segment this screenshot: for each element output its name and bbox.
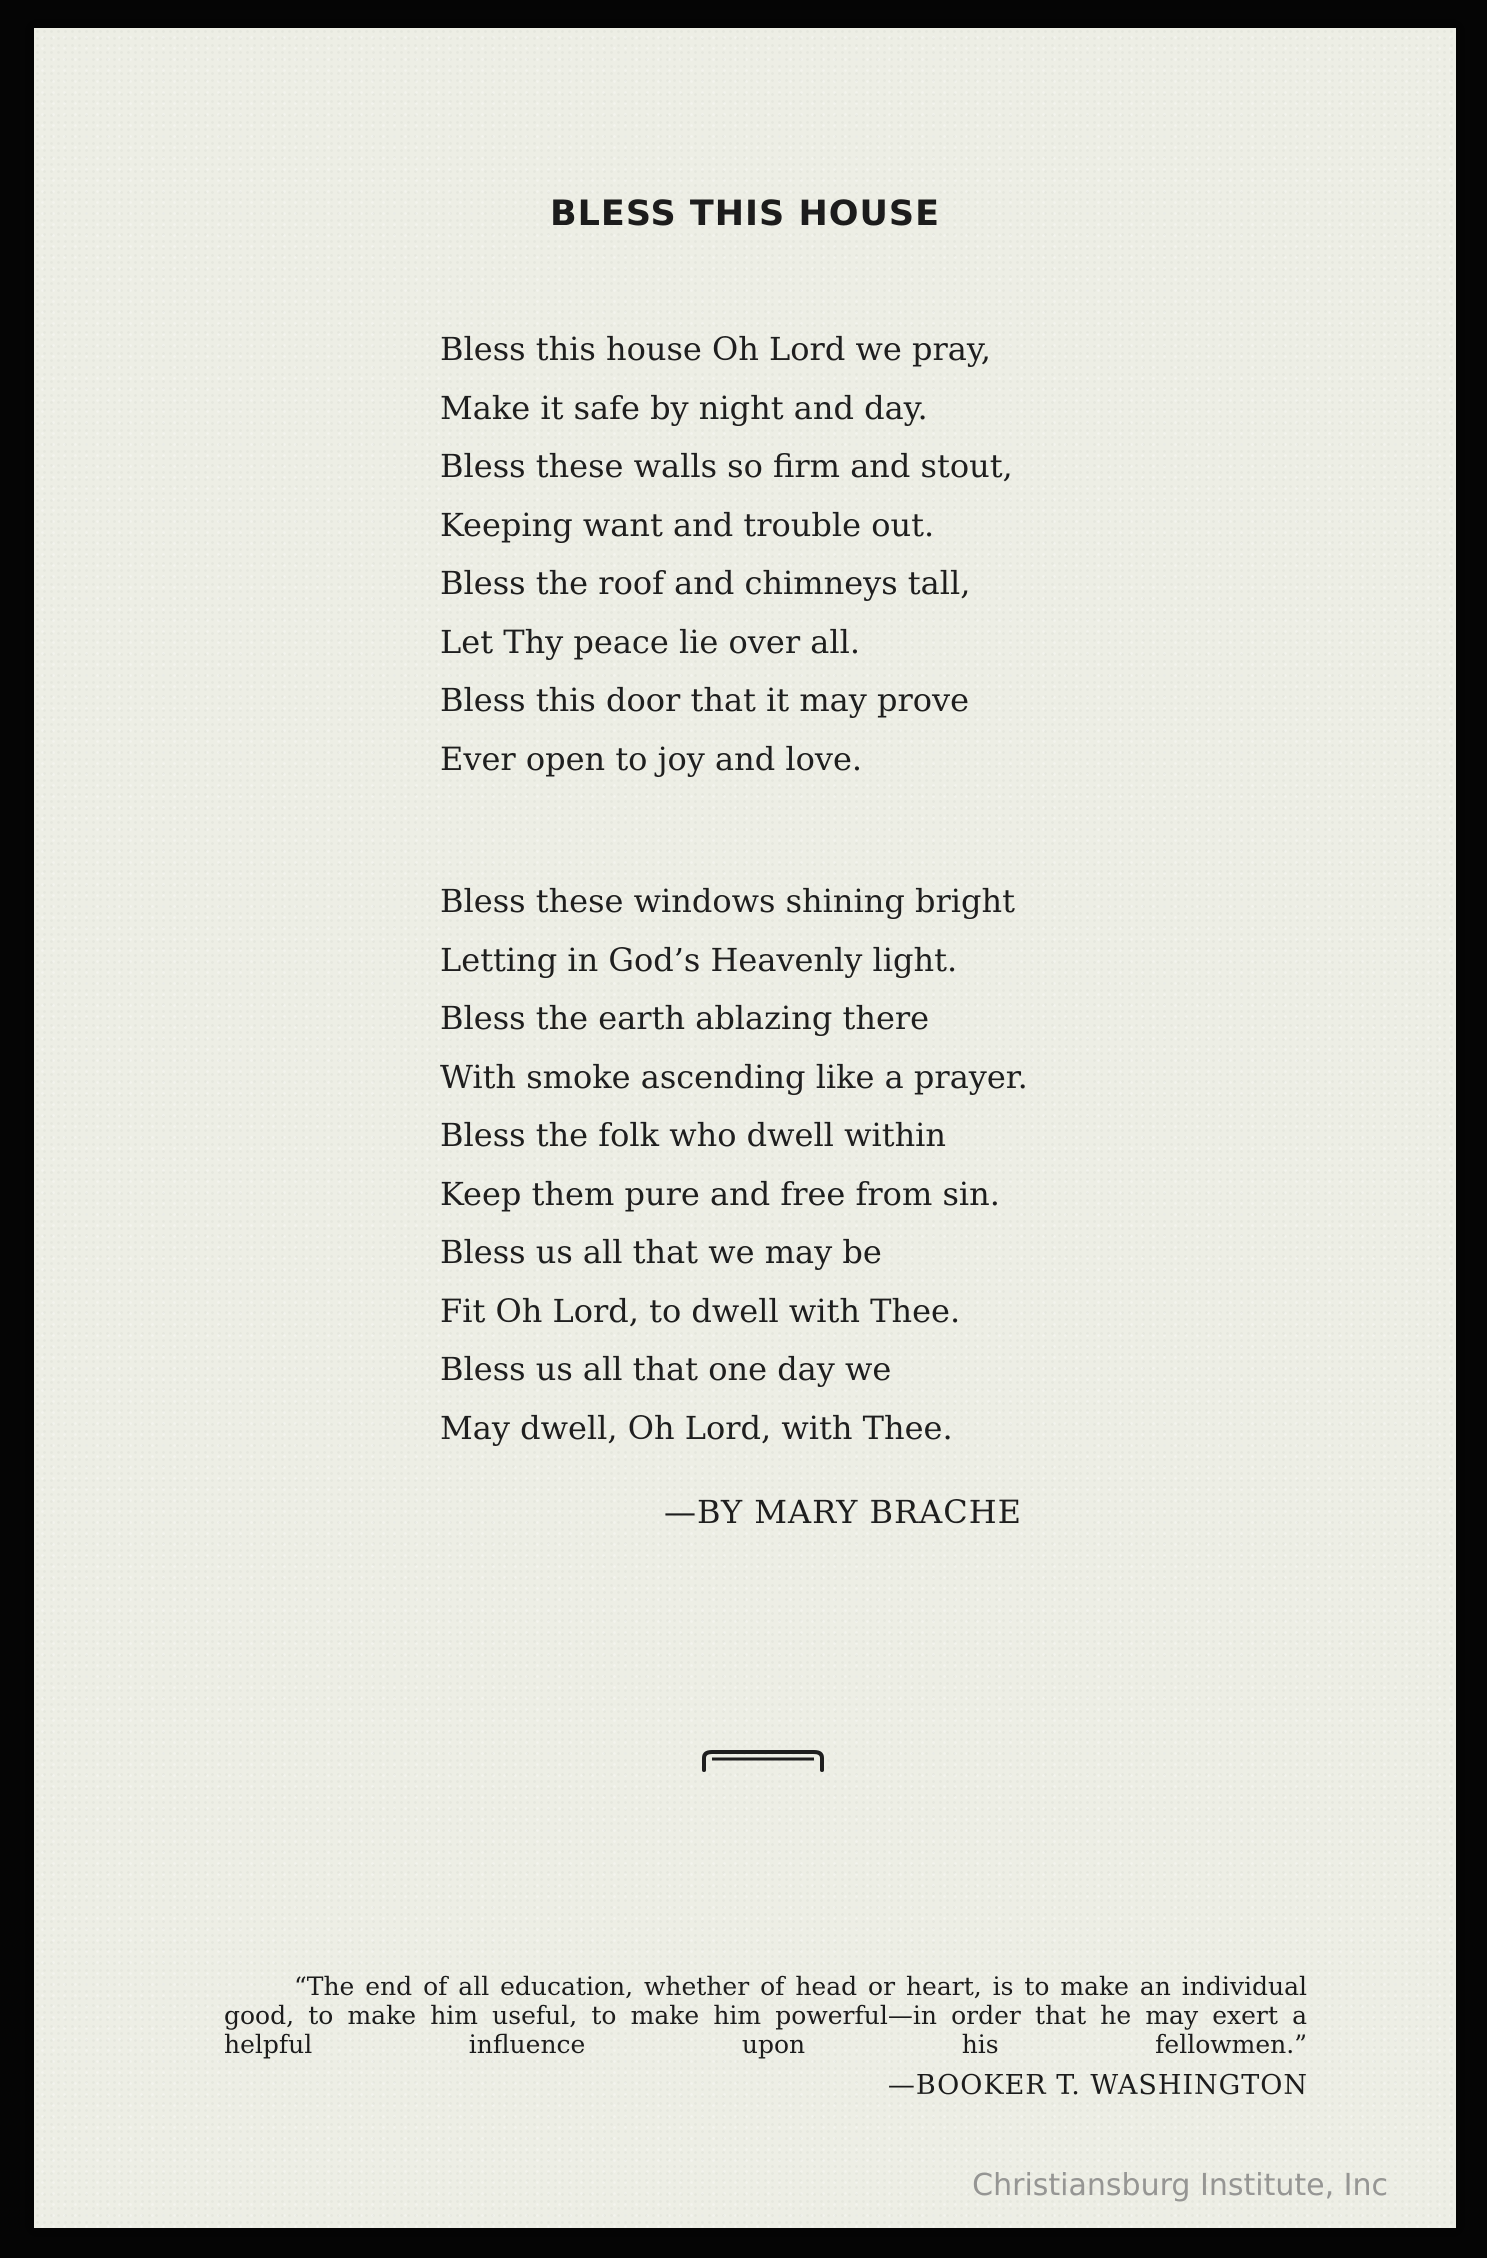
watermark: Christiansburg Institute, Inc — [972, 2168, 1388, 2203]
stanza-2 — [440, 872, 1028, 1457]
poem-line: Fit Oh Lord, to dwell with Thee. — [440, 1291, 961, 1330]
poem-line: Keep them pure and free from sin. — [440, 1174, 1000, 1213]
poem-line: Bless these windows shining bright — [440, 882, 1015, 920]
poem-line: Bless us all that we may be — [440, 1233, 882, 1271]
stanza-1 — [440, 320, 1013, 788]
document-page — [34, 28, 1456, 2228]
poem-line: Ever open to joy and love. — [440, 739, 863, 778]
poem-line: Keeping want and trouble out. — [440, 505, 935, 544]
divider-ornament-icon — [698, 1746, 828, 1776]
quote-author: —BOOKER T. WASHINGTON — [887, 2070, 1308, 2101]
poem-line: Bless this door that it may prove — [440, 681, 970, 719]
poem-line: Letting in God’s Heavenly light. — [440, 940, 958, 979]
poem-line: Bless the roof and chimneys tall, — [440, 564, 971, 602]
poem-line: Bless these walls so firm and stout, — [440, 447, 1013, 485]
poem-line: Bless the folk who dwell within — [440, 1116, 947, 1154]
poem-line: Bless the earth ablazing there — [440, 999, 930, 1037]
poem-line: Bless this house Oh Lord we pray, — [440, 330, 991, 368]
poem-line: Bless us all that one day we — [440, 1350, 892, 1388]
washington-quote: “The end of all education, whether of head or heart, is to make an individual good, to make him useful, to make him powerful—in order that he may exert a helpful influence upon his fellowmen.” — [224, 1972, 1307, 2059]
poem-line: Let Thy peace lie over all. — [440, 622, 860, 661]
poem-byline: —BY MARY BRACHE — [664, 1493, 1022, 1531]
poem-title: BLESS THIS HOUSE — [549, 194, 941, 234]
poem-line: May dwell, Oh Lord, with Thee. — [440, 1408, 953, 1447]
poem-line: With smoke ascending like a prayer. — [440, 1057, 1028, 1096]
poem-line: Make it safe by night and day. — [440, 388, 928, 427]
